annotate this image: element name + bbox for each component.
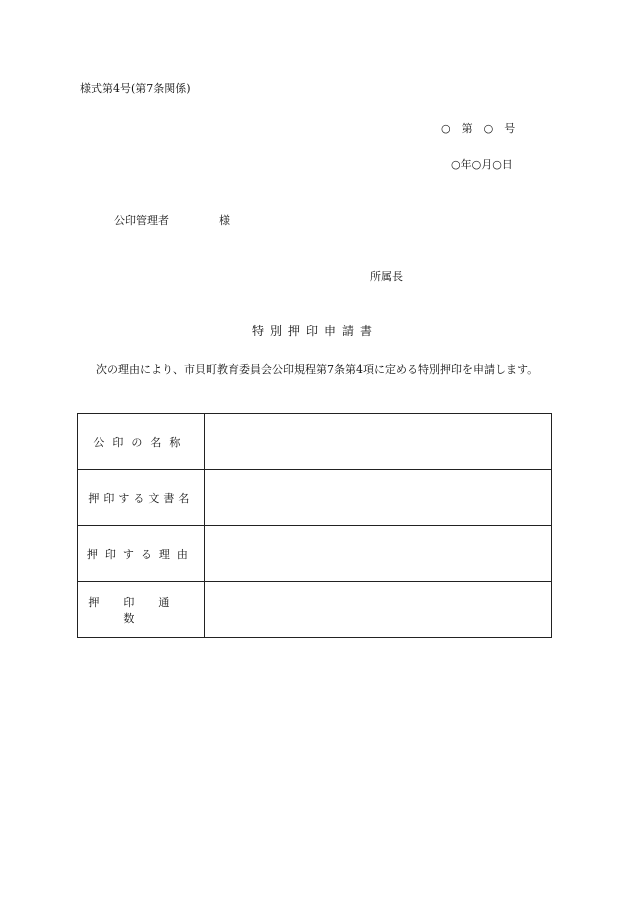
form-number: 様式第4号(第7条関係) bbox=[80, 82, 191, 95]
document-number: ○ 第 ○ 号 bbox=[441, 122, 516, 135]
table-row bbox=[78, 582, 552, 638]
reason-field[interactable] bbox=[204, 526, 551, 582]
table-label-cell bbox=[78, 582, 205, 638]
document-name-field[interactable] bbox=[204, 470, 551, 526]
table-label-cell bbox=[78, 470, 205, 526]
page-title: 特別押印申請書 bbox=[251, 324, 378, 338]
row-label-seal-name: 公印の名称 bbox=[93, 435, 189, 449]
addressee-honorific: 様 bbox=[219, 214, 230, 227]
row-label-copies: 押印通数 bbox=[88, 595, 194, 625]
seal-name-field[interactable] bbox=[204, 414, 551, 470]
document-date: ○年○月○日 bbox=[451, 158, 513, 171]
table-row bbox=[78, 470, 552, 526]
request-table bbox=[77, 413, 552, 638]
table-row bbox=[78, 526, 552, 582]
copies-field[interactable] bbox=[204, 582, 551, 638]
row-label-reason: 押印する理由 bbox=[86, 547, 195, 561]
table-row bbox=[78, 414, 552, 470]
table-label-cell bbox=[78, 526, 205, 582]
sender-title: 所属長 bbox=[370, 270, 403, 283]
body-text: 次の理由により、市貝町教育委員会公印規程第7条第4項に定める特別押印を申請します。 bbox=[96, 363, 539, 376]
row-label-document-name: 押印する文書名 bbox=[88, 491, 194, 505]
addressee-name: 公印管理者 bbox=[114, 214, 169, 227]
table-label-cell bbox=[78, 414, 205, 470]
